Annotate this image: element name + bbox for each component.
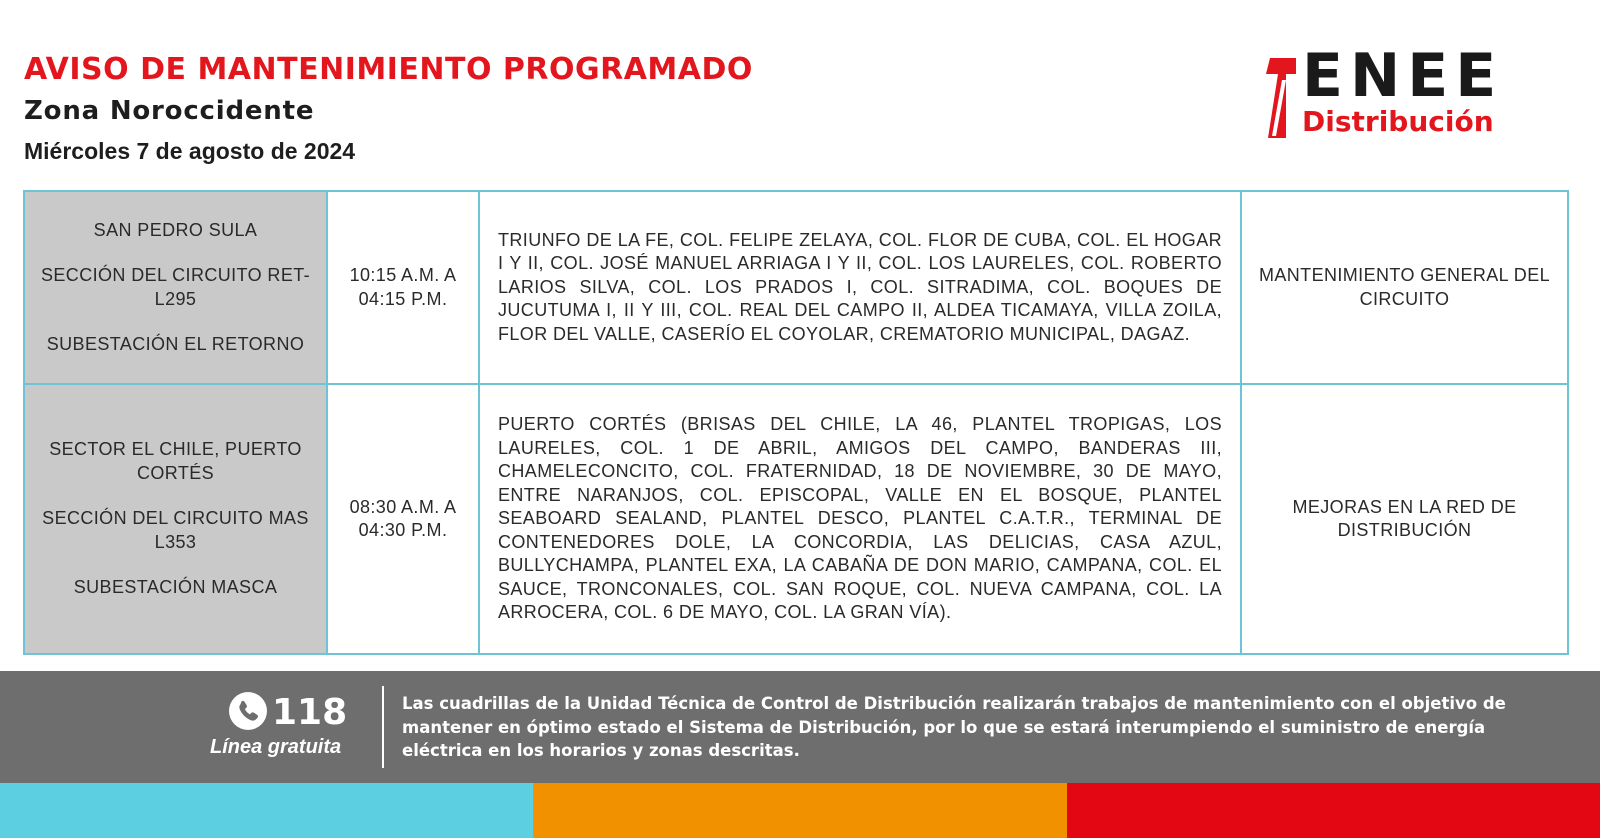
phone-icon xyxy=(229,692,267,730)
work-description-cell: MEJORAS EN LA RED DE DISTRIBUCIÓN xyxy=(1241,384,1568,654)
affected-areas-cell: TRIUNFO DE LA FE, COL. FELIPE ZELAYA, COL. FLOR DE CUBA, COL. EL HOGAR I Y II, COL. JOSÉ MANUEL ARRIAGA I Y II, COL. LOS LAURELES, COL. ROBERTO LARIOS SILVA, COL. LOS PRADOS I, COL. SITRADIMA, COL. BOQUES DE JUCUTUMA I, II Y III, COL. REAL DEL CAMPO II, ALDEA TICAMAYA, VILLA ZOILA, FLOR DEL VALLE, CASERÍO EL COYOLAR, CREMATORIO MUNICIPAL, DAGAZ. xyxy=(479,191,1241,384)
location-substation: SUBESTACIÓN MASCA xyxy=(73,577,278,598)
stripe-red xyxy=(1067,783,1600,838)
time-cell: 08:30 A.M. A 04:30 P.M. xyxy=(327,384,479,654)
footer-message: Las cuadrillas de la Unidad Técnica de Control de Distribución realizarán trabajos de mantenimiento con el objetivo de mantener en óptimo estado el Sistema de Distribución, por lo que se estará interumpiendo el suministro de energía eléctrica en los horarios y zonas descritas. xyxy=(402,694,1506,760)
location-cell xyxy=(24,191,327,384)
work-description-cell: MANTENIMIENTO GENERAL DEL CIRCUITO xyxy=(1241,191,1568,384)
schedule-table xyxy=(23,190,1569,655)
notice-date: Miércoles 7 de agosto de 2024 xyxy=(24,138,356,164)
table-row xyxy=(24,384,1568,654)
enee-logo xyxy=(1264,41,1544,144)
location-city: SECTOR EL CHILE, PUERTO CORTÉS xyxy=(49,439,302,483)
hotline-number: 118 xyxy=(272,692,348,733)
stripe-orange xyxy=(533,783,1066,838)
enee-logo-mark-icon xyxy=(1264,58,1298,138)
table-row xyxy=(24,191,1568,384)
footer-divider xyxy=(382,686,384,768)
affected-areas-cell: PUERTO CORTÉS (BRISAS DEL CHILE, LA 46, PLANTEL TROPIGAS, LOS LAURELES, COL. 1 DE ABRIL, AMIGOS DEL CAMPO, BANDERAS III, CHAMELECONCITO, COL. FRATERNIDAD, 18 DE NOVIEMBRE, 30 DE MAYO, ENTRE NARANJOS, COL. EPISCOPAL, VALLE EN EL BOSQUE, PLANTEL SEABOARD SEALAND, PLANTEL DESCO, PLANTEL C.A.T.R., TERMINAL DE CONTENEDORES DOLE, LA CONCORDIA, LAS DELICIAS, CASA AZUL, BULLYCHAMPA, PLANTEL EXA, LA CABAÑA DE DON MARIO, CAMPANA, COL. EL SAUCE, TRONCONALES, COL. SAN ROQUE, COL. NUEVA CAMPANA, COL. LA ARROCERA, COL. 6 DE MAYO, COL. LA GRAN VÍA). xyxy=(479,384,1241,654)
enee-logo-subtitle: Distribución xyxy=(1302,105,1494,138)
hotline-label: Línea gratuita xyxy=(210,736,342,758)
time-cell: 10:15 A.M. A 04:15 P.M. xyxy=(327,191,479,384)
color-stripes xyxy=(0,783,1600,838)
location-circuit: SECCIÓN DEL CIRCUITO MAS L353 xyxy=(42,508,309,552)
location-cell xyxy=(24,384,327,654)
location-city: SAN PEDRO SULA xyxy=(93,219,258,240)
notice-title: AVISO DE MANTENIMIENTO PROGRAMADO xyxy=(24,52,753,87)
zone-subtitle: Zona Noroccidente xyxy=(24,96,315,126)
location-substation: SUBESTACIÓN EL RETORNO xyxy=(46,334,305,354)
enee-logo-text: ENEE xyxy=(1302,41,1504,111)
stripe-cyan xyxy=(0,783,533,838)
location-circuit: SECCIÓN DEL CIRCUITO RET-L295 xyxy=(40,265,311,309)
